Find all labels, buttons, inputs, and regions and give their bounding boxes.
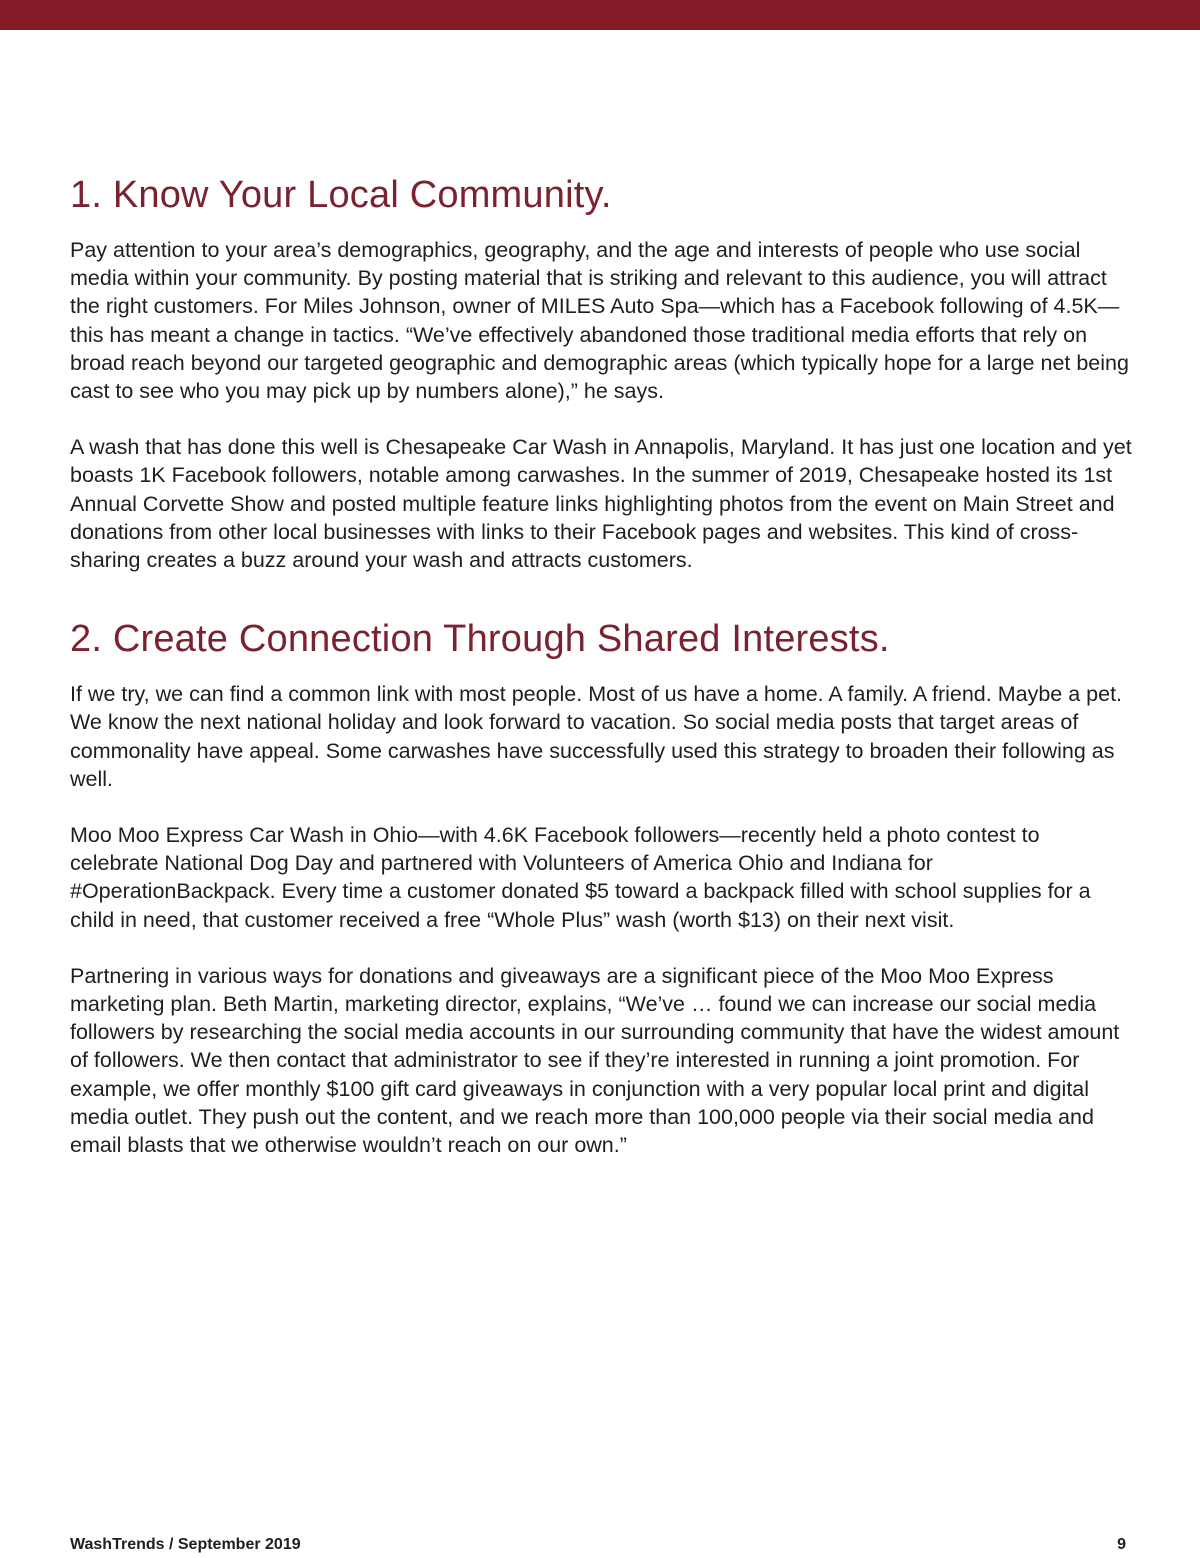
section-2-paragraph-1: If we try, we can find a common link with most people. Most of us have a home. A family. A friend. Maybe a pet. We know the next national holiday and look forward to vacation. So social media posts that target areas of commonality have appeal. Some carwashes have successfully used this strategy to broaden their following as well. [70,682,1123,791]
footer-page-number: 9 [1117,1536,1126,1553]
section-1-paragraph-2: A wash that has done this well is Chesapeake Car Wash in Annapolis, Maryland. It has just one location and yet boasts 1K Facebook followers, notable among carwashes. In the summer of 2019, Chesapeake hosted its 1st Annual Corvette Show and posted multiple feature links highlighting photos from the event on Main Street and donations from other local businesses with links to their Facebook pages and websites. This kind of cross-sharing creates a buzz around your wash and attracts customers. [70,435,1132,573]
top-accent-bar [0,0,1200,30]
section-2-paragraph-2: Moo Moo Express Car Wash in Ohio—with 4.6K Facebook followers—recently held a photo contest to celebrate National Dog Day and partnered with Volunteers of America Ohio and Indiana for #OperationBackpack. Every time a customer donated $5 toward a backpack filled with school supplies for a child in need, that customer received a free “Whole Plus” wash (worth $13) on their next visit. [70,823,1091,932]
section-2-paragraph-3: Partnering in various ways for donations and giveaways are a significant piece of the Moo Moo Express marketing plan. Beth Martin, marketing director, explains, “We’ve … found we can increase our social media followers by researching the social media accounts in our surrounding community that have the widest amount of followers. We then contact that administrator to see if they’re interested in running a joint promotion. For example, we offer monthly $100 gift card giveaways in conjunction with a very popular local print and digital media outlet. They push out the content, and we reach more than 100,000 people via their social media and email blasts that we otherwise wouldn’t reach on our own.” [70,963,1120,1158]
article-body [70,170,1132,1159]
section-heading-1: 1. Know Your Local Community. [70,174,612,216]
section-1-paragraph-1: Pay attention to your area’s demographics, geography, and the age and interests of people who use social media within your community. By posting material that is striking and relevant to this audience, you will attract the right customers. For Miles Johnson, owner of MILES Auto Spa—which has a Facebook following of 4.5K—this has meant a change in tactics. “We’ve effectively abandoned those traditional media efforts that rely on broad reach beyond our targeted geographic and demographic areas (which typically hope for a large net being cast to see who you may pick up by numbers alone),” he says. [70,238,1129,404]
footer-publication: WashTrends / September 2019 [70,1536,301,1553]
section-heading-2: 2. Create Connection Through Shared Interests. [70,618,890,661]
page-footer [70,1536,1126,1558]
